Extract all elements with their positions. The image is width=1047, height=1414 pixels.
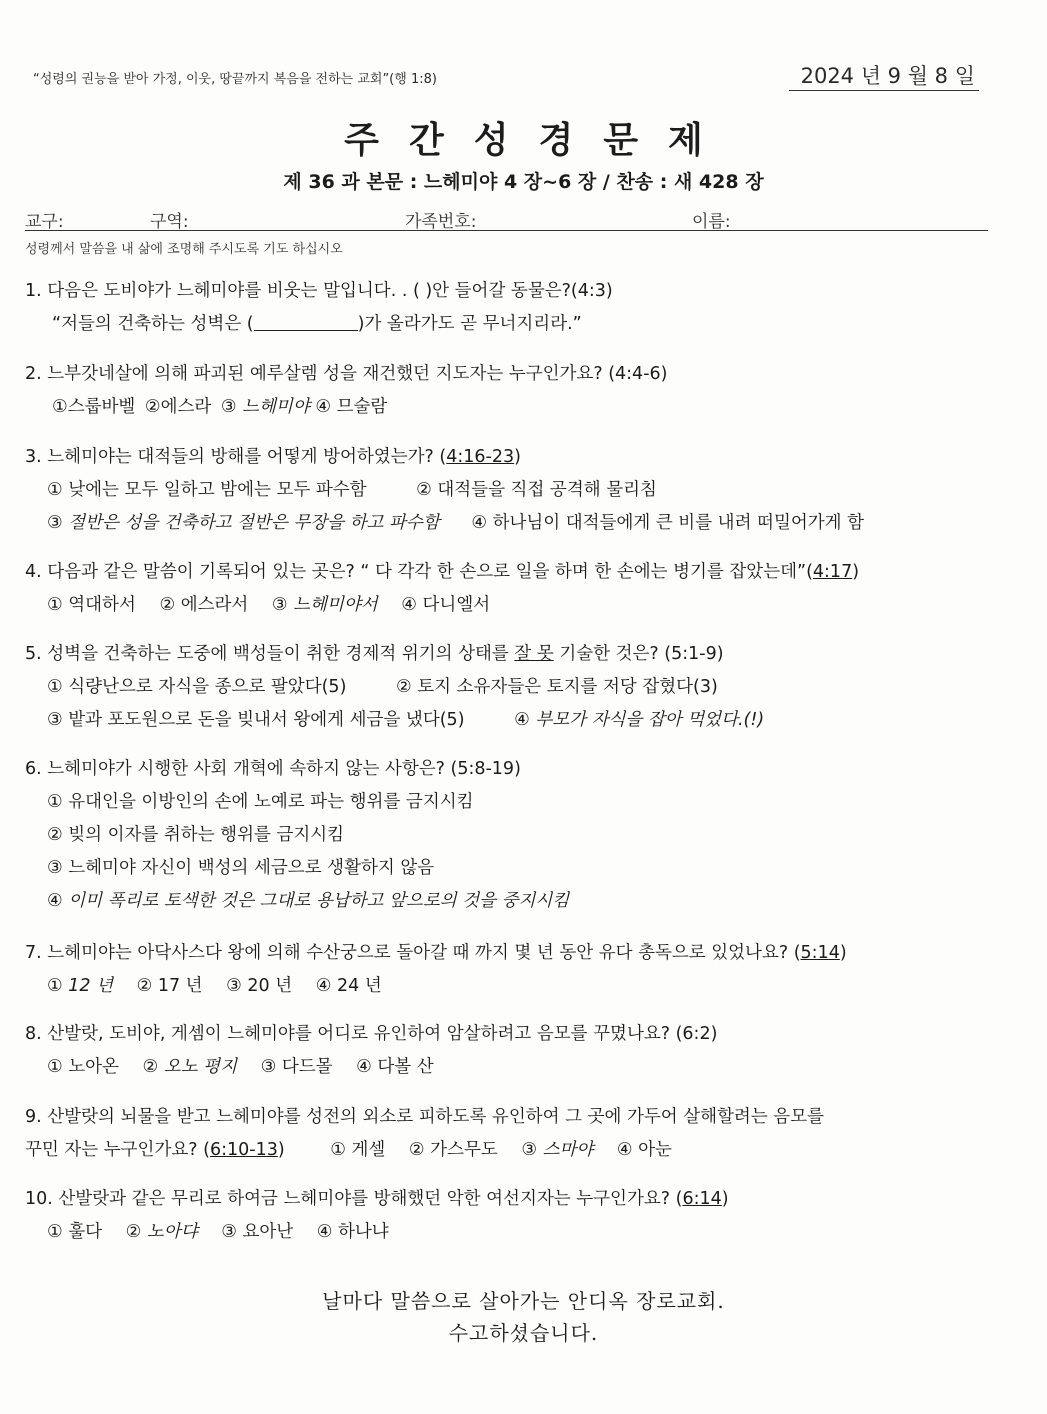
option: ② 토지 소유자들은 토지를 저당 잡혔다(3)	[395, 677, 718, 697]
option: ① 역대하서	[47, 595, 136, 615]
question-options	[25, 970, 847, 1003]
option: ① 식량난으로 자식을 종으로 팔았다(5)	[47, 677, 347, 697]
question-stem: 4. 다음과 같은 말씀이 기록되어 있는 곳은? “ 다 각각 한 손으로 일을 하며 한 손에는 병기를 잡았는데”(4:17)	[25, 562, 860, 582]
question-stem: 6. 느헤미야가 시행한 사회 개혁에 속하지 않는 사항은? (5:8-19)	[25, 759, 521, 779]
question-quote: “저들의 건축하는 성벽은 ( )가 올라가도 곧 무너지리라.”	[52, 314, 582, 334]
lesson-info: 제 36 과 본문 : 느헤미야 4 장~6 장 / 찬송 : 새 428 장	[283, 171, 764, 193]
option: ③ 다드몰	[260, 1057, 333, 1077]
option-answer: ② 오노 평지	[142, 1057, 237, 1077]
option: ② 대적들을 직접 공격해 물리침	[416, 480, 657, 500]
option: ④ 하나냐	[316, 1222, 389, 1242]
option-answer: ③ 느헤미야서	[271, 595, 378, 615]
question-options	[25, 474, 882, 507]
zone-label: 구역:	[150, 212, 189, 232]
question-1	[25, 275, 613, 341]
option: ④ 다니엘서	[401, 595, 491, 615]
option: ④ 다볼 산	[356, 1057, 434, 1077]
option: ② 빚의 이자를 취하는 행위를 금지시킴	[47, 825, 345, 845]
question-8	[25, 1018, 717, 1084]
question-options	[25, 786, 587, 819]
question-options	[25, 1216, 729, 1249]
question-stem-continued: 꾸민 자는 누구인가요? (6:10-13)	[25, 1140, 285, 1160]
question-6	[25, 753, 587, 918]
option-answer: ③ 절반은 성을 건축하고 절반은 무장을 하고 파수함	[47, 513, 440, 533]
motto: “성령의 권능을 받아 가정, 이웃, 땅끝까지 복음을 전하는 교회”(행 1:8)	[33, 72, 437, 87]
option: ③ 요아난	[221, 1222, 294, 1242]
option: ③ 밭과 포도원으로 돈을 빚내서 왕에게 세금을 냈다(5)	[47, 710, 465, 730]
option-answer: ④ 부모가 자식을 잡아 먹었다.(!)	[514, 710, 765, 730]
question-options	[25, 704, 782, 737]
question-2	[25, 358, 667, 424]
info-row	[25, 206, 988, 231]
question-5	[25, 638, 782, 737]
answer-blank	[254, 312, 358, 331]
closing-line: 수고하셨습니다.	[448, 1321, 599, 1345]
question-10	[25, 1183, 729, 1249]
question-options	[25, 852, 587, 885]
question-4	[25, 556, 859, 622]
option: ④ 므술람	[315, 397, 388, 417]
question-3	[25, 441, 882, 540]
question-options	[25, 671, 782, 704]
option: ③ 20 년	[226, 976, 293, 996]
question-options	[25, 1051, 717, 1084]
question-stem: 7. 느헤미야는 아닥사스다 왕에 의해 수산궁으로 돌아갈 때 까지 몇 년 동안 유다 총독으로 있었나요? (5:14)	[25, 943, 847, 963]
option: ③ 느헤미야 자신이 백성의 세금으로 생활하지 않음	[47, 858, 435, 878]
question-7	[25, 937, 847, 1003]
option: ②에스라	[144, 397, 212, 417]
option-answer: ④ 이미 폭리로 토색한 것은 그대로 용납하고 앞으로의 것을 중지시킴	[47, 891, 570, 911]
option: ① 게셀	[330, 1140, 386, 1160]
question-stem: 8. 산발랏, 도비야, 게셈이 느헤미야를 어디로 유인하여 암살하려고 음모를 꾸몄나요? (6:2)	[25, 1024, 718, 1044]
option: ① 낮에는 모두 일하고 밤에는 모두 파수함	[47, 480, 367, 500]
option: ① 훌다	[47, 1222, 103, 1242]
option: ④ 24 년	[315, 976, 382, 996]
question-options	[25, 885, 587, 918]
question-stem: 9. 산발랏의 뇌물을 받고 느헤미야를 성전의 외소로 피하도록 유인하여 그 곳에 가두어 살해할려는 음모를	[25, 1107, 825, 1127]
option-answer: ② 노아댜	[125, 1222, 198, 1242]
option: ② 에스라서	[159, 595, 249, 615]
district-label: 교구:	[25, 212, 64, 232]
question-stem: 5. 성벽을 건축하는 도중에 백성들이 취한 경제적 위기의 상태를 잘 못 기술한 것은? (5:1-9)	[25, 644, 724, 664]
question-options	[25, 589, 859, 622]
option: ② 17 년	[136, 976, 203, 996]
option: ④ 아눈	[616, 1140, 672, 1160]
option: ④ 하나님이 대적들에게 큰 비를 내려 떠밀어가게 함	[471, 513, 865, 533]
page-title: 주간성경문제	[344, 120, 733, 161]
family-no-label: 가족번호:	[405, 212, 477, 232]
option: ① 유대인을 이방인의 손에 노예로 파는 행위를 금지시킴	[47, 792, 474, 812]
option-answer: ③ 스마야	[521, 1140, 594, 1160]
question-9	[25, 1101, 824, 1167]
question-options	[25, 391, 667, 424]
question-stem: 3. 느헤미야는 대적들의 방해를 어떻게 방어하였는가? (4:16-23)	[25, 447, 521, 467]
question-options	[25, 1134, 824, 1167]
date: 2024 년 9 월 8 일	[789, 60, 979, 91]
option-answer: ③ 느헤미야	[220, 397, 310, 417]
prayer-note: 성령께서 말씀을 내 삶에 조명해 주시도록 기도 하십시오	[25, 242, 343, 257]
option: ①스룹바벨	[52, 397, 136, 417]
question-options	[25, 819, 587, 852]
closing-line: 날마다 말씀으로 살아가는 안디옥 장로교회.	[322, 1289, 725, 1313]
question-stem: 2. 느부갓네살에 의해 파괴된 예루살렘 성을 재건했던 지도자는 누구인가요? (4:4-6)	[25, 364, 668, 384]
question-options	[25, 507, 882, 540]
question-stem: 10. 산발랏과 같은 무리로 하여금 느헤미야를 방해했던 악한 여선지자는 누구인가요? (6:14)	[25, 1189, 729, 1209]
question-stem: 1. 다음은 도비야가 느헤미야를 비웃는 말입니다. . ( )안 들어갈 동물은?(4:3)	[25, 281, 613, 301]
option-answer: ① 12 년	[47, 976, 113, 996]
option: ② 가스무도	[408, 1140, 498, 1160]
name-label: 이름:	[692, 212, 731, 232]
closing-message	[0, 1285, 1047, 1349]
option: ① 노아온	[47, 1057, 119, 1077]
